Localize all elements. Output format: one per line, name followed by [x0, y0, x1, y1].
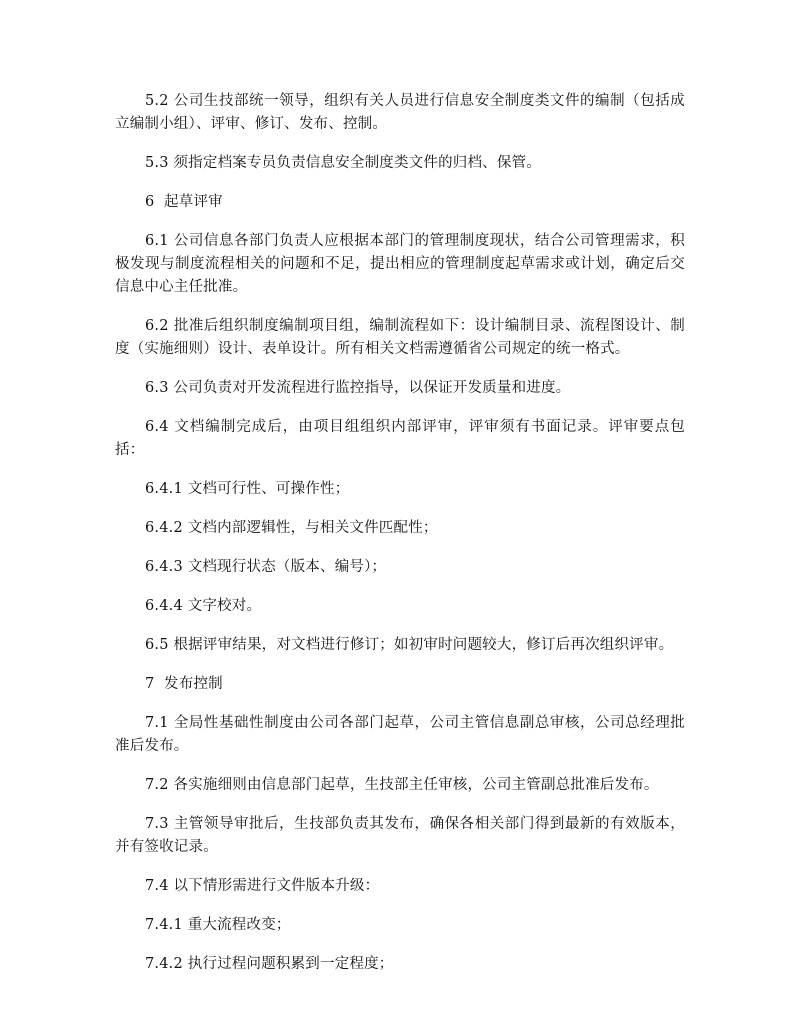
paragraph-6-4-3: 6.4.3 文档现行状态（版本、编号）；: [145, 559, 387, 575]
paragraph-6-4-1: 6.4.1 文档可行性、可操作性；: [145, 481, 350, 497]
paragraph-6-1: 6.1 公司信息各部门负责人应根据本部门的管理制度现状，结合公司管理需求，积极发现与制度流程相关的问题和不足，提出相应的管理制度起草需求或计划，确定后交信息中心主任批准。: [115, 233, 685, 295]
paragraph-6-4: 6.4 文档编制完成后，由项目组组织内部评审，评审须有书面记录。评审要点包括：: [115, 419, 685, 458]
document-body: [115, 90, 685, 992]
paragraph-7-4-2: 7.4.2 执行过程问题积累到一定程度；: [145, 956, 394, 972]
paragraph-6-2: 6.2 批准后组织制度编制项目组，编制流程如下：设计编制目录、流程图设计、制度（实施细则）设计、表单设计。所有相关文档需遵循省公司规定的统一格式。: [115, 318, 685, 357]
paragraph-6-5: 6.5 根据评审结果，对文档进行修订；如初审时问题较大，修订后再次组织评审。: [145, 637, 674, 653]
paragraph-7-1: 7.1 全局性基础性制度由公司各部门起草，公司主管信息副总审核，公司总经理批准后发布。: [115, 715, 685, 754]
section-heading-6: 6 起草评审: [145, 194, 223, 210]
section-heading-7: 7 发布控制: [145, 676, 223, 692]
paragraph-5-3: 5.3 须指定档案专员负责信息安全制度类文件的归档、保管。: [145, 155, 541, 171]
paragraph-5-2: 5.2 公司生技部统一领导，组织有关人员进行信息安全制度类文件的编制（包括成立编制小组）、评审、修订、发布、控制。: [115, 93, 685, 132]
paragraph-7-4: 7.4 以下情形需进行文件版本升级：: [145, 878, 380, 894]
paragraph-6-4-2: 6.4.2 文档内部逻辑性，与相关文件匹配性；: [145, 520, 438, 536]
paragraph-6-4-4: 6.4.4 文字校对。: [145, 598, 262, 614]
paragraph-7-3: 7.3 主管领导审批后，生技部负责其发布，确保各相关部门得到最新的有效版本，并有签收记录。: [115, 816, 685, 855]
paragraph-7-2: 7.2 各实施细则由信息部门起草，生技部主任审核，公司主管副总批准后发布。: [145, 777, 659, 793]
paragraph-6-3: 6.3 公司负责对开发流程进行监控指导，以保证开发质量和进度。: [145, 380, 571, 396]
paragraph-7-4-1: 7.4.1 重大流程改变；: [145, 917, 291, 933]
